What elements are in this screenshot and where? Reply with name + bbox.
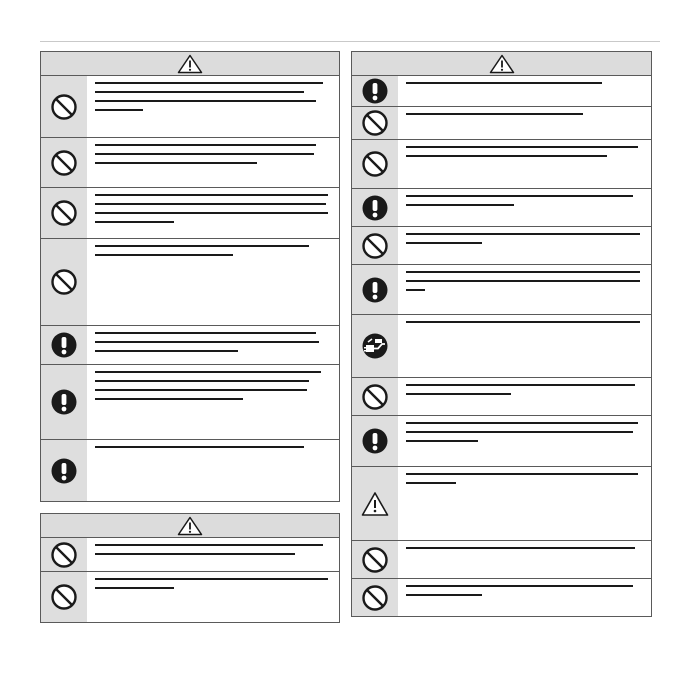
text-line-placeholder xyxy=(95,82,323,84)
row-icon-cell xyxy=(41,365,87,439)
text-line-placeholder xyxy=(95,578,328,580)
prohibited-icon xyxy=(50,199,78,227)
warning-row xyxy=(352,227,651,265)
prohibited-icon xyxy=(361,383,389,411)
row-text-block xyxy=(398,227,651,264)
text-line-placeholder xyxy=(95,162,257,164)
text-line-placeholder xyxy=(406,113,583,115)
unplug-icon xyxy=(361,332,389,360)
text-line-placeholder xyxy=(95,254,233,256)
text-line-placeholder xyxy=(95,203,326,205)
text-line-placeholder xyxy=(406,440,478,442)
text-line-placeholder xyxy=(95,91,304,93)
text-line-placeholder xyxy=(406,321,640,323)
text-line-placeholder xyxy=(95,144,316,146)
row-icon-cell xyxy=(41,76,87,137)
warning-triangle-icon xyxy=(177,54,203,74)
left-warning-panel-1 xyxy=(40,51,340,502)
warning-row xyxy=(352,189,651,227)
row-icon-cell xyxy=(352,107,398,139)
row-text-block xyxy=(87,572,339,622)
prohibited-icon xyxy=(50,583,78,611)
warning-row xyxy=(352,378,651,416)
text-line-placeholder xyxy=(406,384,635,386)
row-text-block xyxy=(87,76,339,137)
prohibited-icon xyxy=(50,93,78,121)
row-icon-cell xyxy=(352,378,398,415)
warning-row xyxy=(41,188,339,239)
mandatory-icon xyxy=(50,457,78,485)
row-text-block xyxy=(398,579,651,616)
text-line-placeholder xyxy=(95,553,295,555)
warning-row xyxy=(352,416,651,467)
text-line-placeholder xyxy=(95,587,174,589)
text-line-placeholder xyxy=(406,233,640,235)
text-line-placeholder xyxy=(95,194,328,196)
row-text-block xyxy=(398,189,651,226)
warning-row xyxy=(41,365,339,440)
mandatory-icon xyxy=(50,388,78,416)
row-text-block xyxy=(398,416,651,466)
text-line-placeholder xyxy=(95,245,309,247)
warning-row xyxy=(352,107,651,140)
prohibited-icon xyxy=(361,109,389,137)
text-line-placeholder xyxy=(406,195,633,197)
row-icon-cell xyxy=(352,227,398,264)
text-line-placeholder xyxy=(406,594,482,596)
text-line-placeholder xyxy=(95,221,174,223)
row-icon-cell xyxy=(41,572,87,622)
text-line-placeholder xyxy=(406,204,514,206)
text-line-placeholder xyxy=(95,100,316,102)
text-line-placeholder xyxy=(95,332,316,334)
mandatory-icon xyxy=(361,77,389,105)
row-icon-cell xyxy=(352,541,398,578)
row-icon-cell xyxy=(352,467,398,540)
prohibited-icon xyxy=(361,584,389,612)
text-line-placeholder xyxy=(406,155,607,157)
prohibited-icon xyxy=(50,149,78,177)
warning-row xyxy=(41,239,339,326)
prohibited-icon xyxy=(361,150,389,178)
text-line-placeholder xyxy=(406,271,640,273)
page-top-rule xyxy=(40,41,660,42)
row-icon-cell xyxy=(352,416,398,466)
text-line-placeholder xyxy=(406,547,635,549)
panel-header xyxy=(41,514,339,538)
text-line-placeholder xyxy=(406,82,602,84)
right-warning-panel-1 xyxy=(351,51,652,617)
warning-row xyxy=(41,538,339,572)
text-line-placeholder xyxy=(95,380,309,382)
text-line-placeholder xyxy=(406,585,633,587)
warning-row xyxy=(352,579,651,616)
row-text-block xyxy=(87,440,339,501)
row-icon-cell xyxy=(352,189,398,226)
text-line-placeholder xyxy=(406,289,425,291)
caution-triangle-icon xyxy=(361,491,389,517)
text-line-placeholder xyxy=(406,431,633,433)
text-line-placeholder xyxy=(406,482,456,484)
row-icon-cell xyxy=(41,188,87,238)
warning-row xyxy=(41,440,339,501)
row-icon-cell xyxy=(41,138,87,187)
mandatory-icon xyxy=(50,331,78,359)
prohibited-icon xyxy=(50,268,78,296)
row-icon-cell xyxy=(352,140,398,188)
warning-row xyxy=(352,265,651,315)
prohibited-icon xyxy=(361,546,389,574)
row-icon-cell xyxy=(41,239,87,325)
warning-row xyxy=(41,138,339,188)
text-line-placeholder xyxy=(406,146,638,148)
left-column xyxy=(40,51,340,623)
text-line-placeholder xyxy=(95,153,314,155)
row-text-block xyxy=(87,188,339,238)
panel-header xyxy=(352,52,651,76)
row-icon-cell xyxy=(352,579,398,616)
row-icon-cell xyxy=(41,326,87,364)
row-text-block xyxy=(398,107,651,139)
row-text-block xyxy=(87,138,339,187)
warning-row xyxy=(352,315,651,378)
text-line-placeholder xyxy=(95,350,238,352)
warning-row xyxy=(352,467,651,541)
row-text-block xyxy=(398,315,651,377)
panel-header xyxy=(41,52,339,76)
text-line-placeholder xyxy=(95,371,321,373)
warning-row xyxy=(41,572,339,622)
text-line-placeholder xyxy=(406,393,511,395)
text-line-placeholder xyxy=(95,398,243,400)
warning-row xyxy=(352,76,651,107)
text-line-placeholder xyxy=(95,446,304,448)
row-text-block xyxy=(87,239,339,325)
row-text-block xyxy=(87,538,339,571)
warning-row xyxy=(352,140,651,189)
text-line-placeholder xyxy=(406,422,638,424)
left-warning-panel-2 xyxy=(40,513,340,623)
text-line-placeholder xyxy=(406,280,640,282)
row-text-block xyxy=(398,467,651,540)
text-line-placeholder xyxy=(406,473,638,475)
row-icon-cell xyxy=(41,538,87,571)
row-text-block xyxy=(398,265,651,314)
warning-row xyxy=(41,326,339,365)
row-icon-cell xyxy=(352,265,398,314)
row-text-block xyxy=(87,365,339,439)
right-column xyxy=(351,51,652,617)
text-line-placeholder xyxy=(95,341,319,343)
mandatory-icon xyxy=(361,427,389,455)
mandatory-icon xyxy=(361,276,389,304)
prohibited-icon xyxy=(361,232,389,260)
prohibited-icon xyxy=(50,541,78,569)
text-line-placeholder xyxy=(95,109,143,111)
text-line-placeholder xyxy=(95,212,328,214)
warning-row xyxy=(41,76,339,138)
row-icon-cell xyxy=(352,315,398,377)
text-line-placeholder xyxy=(95,544,323,546)
row-text-block xyxy=(398,378,651,415)
row-text-block xyxy=(87,326,339,364)
text-line-placeholder xyxy=(95,389,307,391)
row-text-block xyxy=(398,76,651,106)
row-text-block xyxy=(398,541,651,578)
row-icon-cell xyxy=(352,76,398,106)
row-text-block xyxy=(398,140,651,188)
warning-triangle-icon xyxy=(489,54,515,74)
row-icon-cell xyxy=(41,440,87,501)
mandatory-icon xyxy=(361,194,389,222)
warning-row xyxy=(352,541,651,579)
warning-triangle-icon xyxy=(177,516,203,536)
text-line-placeholder xyxy=(406,242,482,244)
